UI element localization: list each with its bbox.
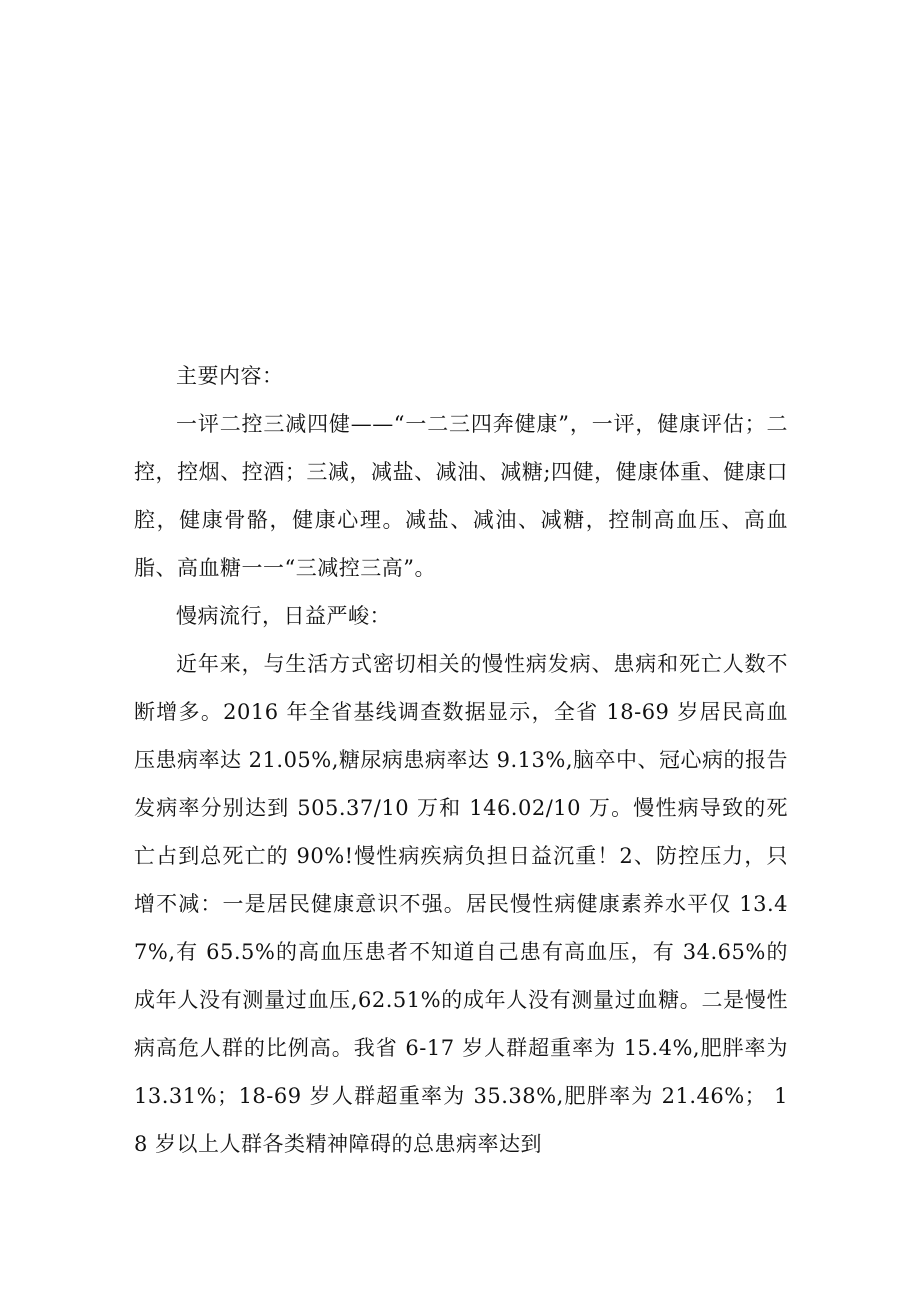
paragraph-one-two-three-four: 一评二控三减四健——“一二三四奔健康”，一评，健康评估；二控，控烟、控酒；三减，减盐、减油、减糖;四健，健康体重、健康口腔，健康骨骼，健康心理。减盐、减油、减糖，控制高血压、高血脂、高血糖一一“三减控三高”。 bbox=[134, 412, 788, 580]
paragraph-chronic-disease-heading: 慢病流行，日益严峻： bbox=[176, 604, 391, 628]
document-body bbox=[134, 352, 788, 1168]
paragraph-chronic-disease-statistics: 近年来，与生活方式密切相关的慢性病发病、患病和死亡人数不断增多。2016 年全省基线调查数据显示，全省 18-69 岁居民高血压患病率达 21.05%,糖尿病患病率达 9.13%,脑卒中、冠心病的报告发病率分别达到 505.37/10 万和 146.02/10 万。慢性病导致的死亡占到总死亡的 90%!慢性病疾病负担日益沉重！2、防控压力，只增不减：一是居民健康意识不强。居民慢性病健康素养水平仅 13.47%,有 65.5%的高血压患者不知道自己患有高血压，有 34.65%的成年人没有测量过血压,62.51%的成年人没有测量过血糖。二是慢性病高危人群的比例高。我省 6-17 岁人群超重率为 15.4%,肥胖率为 13.31%；18-69 岁人群超重率为 35.38%,肥胖率为 21.46%； 18 岁以上人群各类精神障碍的总患病率达到 bbox=[134, 652, 788, 1156]
paragraph-main-content-heading: 主要内容： bbox=[176, 364, 284, 388]
